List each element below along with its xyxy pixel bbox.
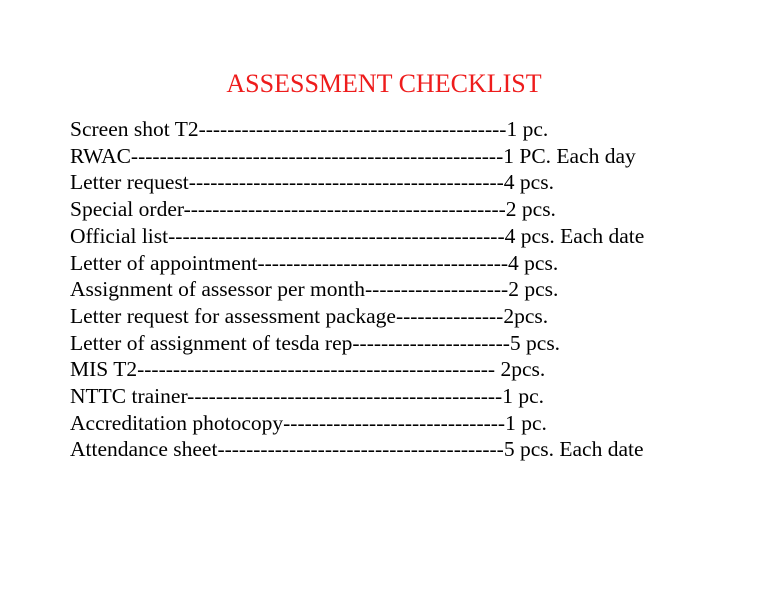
checklist-item: NTTC trainer--------------------------------------------1 pc.: [70, 384, 544, 409]
checklist-item: Letter of assignment of tesda rep----------------------5 pcs.: [70, 330, 561, 355]
checklist-item: Assignment of assessor per month--------------------2 pcs.: [70, 277, 559, 302]
checklist-item: RWAC----------------------------------------------------1 PC. Each day: [70, 143, 636, 168]
checklist-item: Official list-----------------------------------------------4 pcs. Each date: [70, 223, 645, 248]
checklist-item: Letter of appointment-----------------------------------4 pcs.: [70, 250, 559, 275]
checklist-item: MIS T2-------------------------------------------------- 2pcs.: [70, 357, 546, 382]
checklist-item: Screen shot T2-------------------------------------------1 pc.: [70, 117, 549, 141]
checklist-item: Accreditation photocopy-------------------------------1 pc.: [70, 410, 547, 435]
checklist-item: Letter request for assessment package---------------2pcs.: [70, 303, 549, 328]
page-title: ASSESSMENT CHECKLIST: [226, 69, 542, 98]
checklist-item: Attendance sheet----------------------------------------5 pcs. Each date: [70, 437, 644, 462]
checklist-item: Special order---------------------------------------------2 pcs.: [70, 197, 556, 222]
checklist-item: Letter request--------------------------------------------4 pcs.: [70, 170, 554, 195]
checklist: [70, 116, 644, 463]
